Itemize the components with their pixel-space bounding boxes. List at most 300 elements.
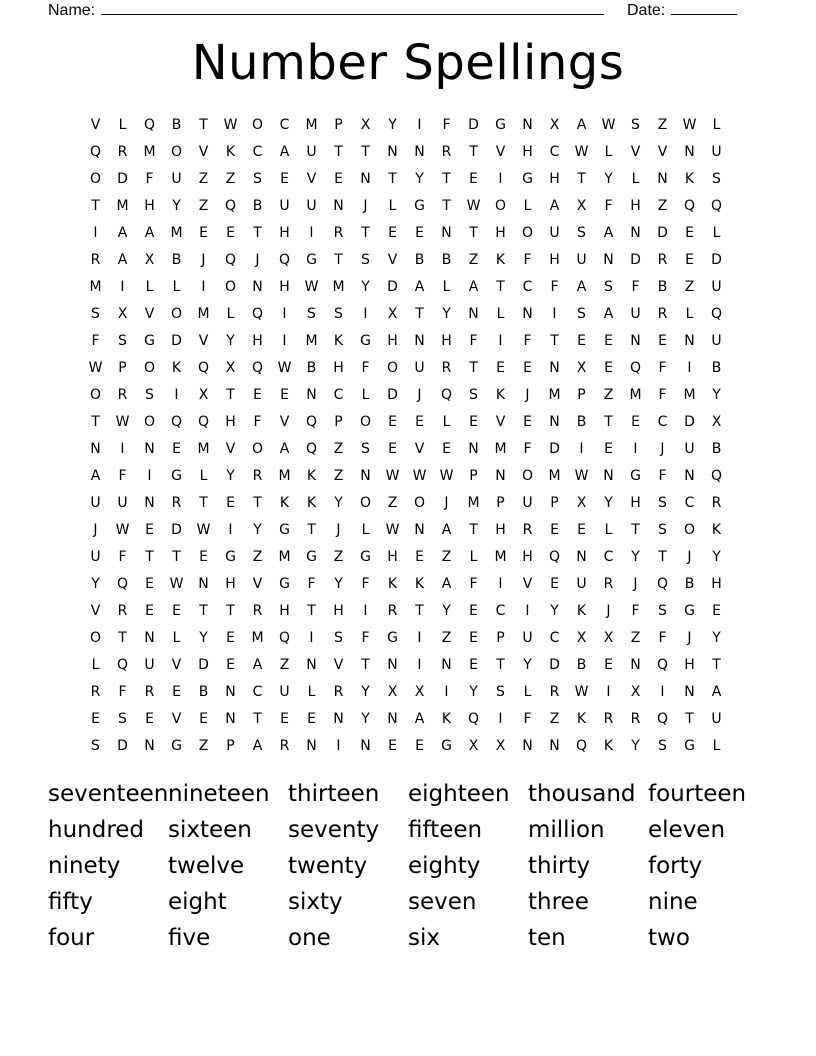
- grid-letter: N: [144, 629, 155, 646]
- grid-letter: B: [252, 197, 263, 214]
- grid-letter: Y: [361, 710, 370, 727]
- grid-letter: F: [361, 575, 370, 592]
- grid-letter: S: [361, 251, 370, 268]
- grid-letter: Z: [198, 197, 209, 214]
- grid-letter: N: [387, 143, 398, 160]
- grid-letter: E: [145, 575, 154, 592]
- grid-letter: U: [711, 278, 722, 295]
- grid-letter: F: [658, 359, 667, 376]
- grid-letter: U: [684, 440, 695, 457]
- grid-letter: I: [579, 440, 584, 457]
- grid-letter: G: [414, 197, 425, 214]
- date-blank-line[interactable]: [671, 0, 737, 15]
- grid-letter: Q: [197, 413, 210, 430]
- grid-letter: E: [604, 656, 613, 673]
- grid-letter: C: [684, 494, 695, 511]
- grid-letter: V: [171, 710, 182, 727]
- grid-letter: V: [387, 251, 398, 268]
- grid-letter: F: [523, 440, 532, 457]
- grid-letter: N: [468, 305, 479, 322]
- grid-letter: N: [630, 656, 641, 673]
- grid-letter: O: [386, 359, 399, 376]
- grid-letter: Y: [442, 305, 451, 322]
- grid-letter: M: [89, 278, 102, 295]
- grid-letter: T: [91, 197, 100, 214]
- grid-letter: G: [360, 332, 371, 349]
- grid-letter: F: [361, 629, 370, 646]
- grid-letter: M: [332, 278, 345, 295]
- grid-letter: G: [630, 467, 641, 484]
- grid-letter: Y: [550, 602, 559, 619]
- word-list-item: eighteen: [408, 781, 510, 807]
- grid-letter: R: [117, 386, 128, 403]
- grid-letter: L: [712, 116, 721, 133]
- grid-letter: E: [199, 224, 208, 241]
- grid-letter: Q: [116, 656, 129, 673]
- grid-letter: R: [441, 143, 452, 160]
- grid-letter: E: [604, 440, 613, 457]
- grid-letter: M: [629, 386, 642, 403]
- grid-letter: F: [469, 332, 478, 349]
- word-list-item: one: [288, 925, 331, 951]
- grid-letter: R: [657, 305, 668, 322]
- grid-letter: S: [361, 440, 370, 457]
- date-label: Date:: [627, 2, 666, 19]
- grid-letter: D: [711, 251, 722, 268]
- grid-letter: R: [117, 602, 128, 619]
- grid-letter: L: [523, 683, 532, 700]
- grid-letter: F: [145, 170, 154, 187]
- grid-letter: A: [414, 278, 425, 295]
- grid-letter: B: [711, 440, 722, 457]
- grid-letter: O: [521, 224, 534, 241]
- grid-letter: M: [683, 386, 696, 403]
- grid-letter: I: [498, 575, 503, 592]
- grid-letter: K: [576, 602, 587, 619]
- grid-letter: N: [333, 710, 344, 727]
- grid-letter: B: [576, 656, 587, 673]
- grid-letter: R: [117, 143, 128, 160]
- grid-letter: Q: [251, 359, 264, 376]
- grid-letter: R: [252, 602, 263, 619]
- grid-letter: L: [604, 521, 613, 538]
- grid-letter: W: [304, 278, 319, 295]
- grid-letter: U: [711, 710, 722, 727]
- grid-letter: I: [147, 467, 152, 484]
- grid-letter: X: [576, 494, 587, 511]
- grid-letter: I: [606, 683, 611, 700]
- grid-letter: L: [469, 548, 478, 565]
- grid-letter: F: [523, 251, 532, 268]
- grid-letter: O: [359, 494, 372, 511]
- grid-letter: W: [385, 521, 400, 538]
- grid-letter: R: [333, 224, 344, 241]
- grid-letter: S: [469, 386, 478, 403]
- grid-letter: T: [361, 224, 370, 241]
- grid-letter: A: [279, 143, 290, 160]
- grid-letter: X: [414, 683, 425, 700]
- grid-letter: C: [657, 413, 668, 430]
- grid-letter: D: [387, 278, 398, 295]
- grid-letter: S: [658, 521, 667, 538]
- grid-letter: W: [88, 359, 103, 376]
- word-list-item: ninety: [48, 853, 121, 879]
- grid-letter: T: [658, 548, 667, 565]
- grid-letter: T: [469, 359, 478, 376]
- grid-letter: L: [442, 413, 451, 430]
- grid-letter: E: [415, 548, 424, 565]
- grid-letter: N: [549, 737, 560, 754]
- grid-letter: N: [414, 143, 425, 160]
- grid-letter: X: [576, 197, 587, 214]
- grid-letter: F: [469, 575, 478, 592]
- grid-letter: Q: [548, 548, 561, 565]
- grid-letter: R: [279, 737, 290, 754]
- grid-letter: N: [441, 656, 452, 673]
- grid-letter: S: [118, 710, 127, 727]
- grid-letter: X: [495, 737, 506, 754]
- grid-letter: O: [521, 467, 534, 484]
- grid-letter: Y: [712, 386, 721, 403]
- grid-letter: E: [253, 386, 262, 403]
- grid-letter: E: [604, 359, 613, 376]
- date-field[interactable]: [627, 0, 737, 20]
- grid-letter: I: [93, 224, 98, 241]
- grid-letter: L: [604, 143, 613, 160]
- grid-letter: A: [414, 710, 425, 727]
- grid-letter: E: [550, 575, 559, 592]
- grid-letter: Y: [631, 737, 640, 754]
- grid-letter: N: [144, 494, 155, 511]
- grid-letter: W: [574, 467, 589, 484]
- grid-letter: I: [309, 629, 314, 646]
- grid-letter: J: [687, 629, 692, 646]
- grid-letter: D: [387, 386, 398, 403]
- grid-letter: E: [226, 629, 235, 646]
- grid-letter: E: [388, 440, 397, 457]
- grid-letter: I: [363, 602, 368, 619]
- grid-letter: T: [496, 278, 505, 295]
- grid-letter: E: [91, 710, 100, 727]
- grid-letter: A: [576, 278, 587, 295]
- grid-letter: W: [574, 683, 589, 700]
- grid-letter: G: [522, 170, 533, 187]
- grid-letter: Q: [683, 197, 696, 214]
- grid-letter: E: [631, 413, 640, 430]
- grid-letter: R: [90, 251, 101, 268]
- grid-letter: G: [306, 251, 317, 268]
- grid-letter: Y: [334, 494, 343, 511]
- grid-letter: P: [118, 359, 127, 376]
- grid-letter: T: [604, 413, 613, 430]
- grid-letter: S: [334, 305, 343, 322]
- grid-letter: T: [712, 656, 721, 673]
- grid-letter: O: [224, 278, 237, 295]
- grid-letter: B: [684, 575, 695, 592]
- grid-letter: D: [684, 413, 695, 430]
- word-list-item: sixty: [288, 889, 343, 915]
- grid-letter: T: [685, 710, 694, 727]
- grid-letter: N: [657, 170, 668, 187]
- letter-grid: [82, 111, 730, 759]
- grid-letter: T: [226, 602, 235, 619]
- grid-letter: U: [144, 656, 155, 673]
- grid-letter: X: [549, 116, 560, 133]
- word-list-item: fifteen: [408, 817, 483, 843]
- grid-letter: D: [468, 116, 479, 133]
- grid-letter: N: [684, 467, 695, 484]
- grid-letter: C: [252, 683, 263, 700]
- name-field[interactable]: [48, 0, 604, 20]
- grid-letter: L: [172, 278, 181, 295]
- word-list-item: seven: [408, 889, 477, 915]
- grid-letter: N: [360, 170, 371, 187]
- grid-letter: Y: [172, 197, 181, 214]
- grid-letter: H: [549, 170, 560, 187]
- grid-letter: M: [278, 548, 291, 565]
- grid-letter: W: [115, 521, 130, 538]
- grid-letter: Z: [630, 629, 641, 646]
- word-list-item: twenty: [288, 853, 368, 879]
- grid-letter: U: [576, 575, 587, 592]
- grid-letter: N: [387, 656, 398, 673]
- grid-letter: H: [549, 251, 560, 268]
- grid-letter: Q: [251, 305, 264, 322]
- grid-letter: V: [495, 143, 506, 160]
- grid-letter: W: [115, 413, 130, 430]
- grid-letter: O: [89, 170, 102, 187]
- grid-letter: M: [494, 548, 507, 565]
- grid-letter: B: [414, 251, 425, 268]
- grid-letter: O: [683, 521, 696, 538]
- grid-letter: M: [548, 386, 561, 403]
- grid-letter: T: [577, 170, 586, 187]
- grid-letter: U: [90, 494, 101, 511]
- grid-letter: J: [660, 440, 665, 457]
- grid-letter: V: [90, 602, 101, 619]
- grid-letter: E: [334, 170, 343, 187]
- grid-letter: N: [684, 143, 695, 160]
- grid-letter: W: [682, 116, 697, 133]
- grid-letter: H: [495, 224, 506, 241]
- grid-letter: U: [576, 251, 587, 268]
- grid-letter: O: [89, 629, 102, 646]
- grid-letter: V: [495, 413, 506, 430]
- grid-letter: G: [171, 737, 182, 754]
- grid-letter: D: [117, 737, 128, 754]
- grid-letter: M: [251, 629, 264, 646]
- grid-letter: O: [170, 143, 183, 160]
- grid-letter: R: [549, 683, 560, 700]
- grid-letter: S: [118, 332, 127, 349]
- grid-letter: I: [282, 305, 287, 322]
- grid-letter: Q: [224, 197, 237, 214]
- grid-letter: Z: [333, 467, 344, 484]
- grid-letter: H: [522, 143, 533, 160]
- grid-letter: Y: [604, 170, 613, 187]
- grid-letter: F: [523, 332, 532, 349]
- grid-letter: I: [201, 278, 206, 295]
- grid-letter: L: [118, 116, 127, 133]
- grid-letter: J: [93, 521, 98, 538]
- word-list: [48, 776, 768, 956]
- grid-letter: G: [684, 737, 695, 754]
- grid-letter: C: [252, 143, 263, 160]
- grid-letter: A: [603, 305, 614, 322]
- grid-letter: E: [469, 602, 478, 619]
- grid-letter: E: [712, 602, 721, 619]
- grid-letter: O: [251, 440, 264, 457]
- grid-letter: L: [91, 656, 100, 673]
- grid-letter: R: [171, 494, 182, 511]
- grid-letter: V: [279, 413, 290, 430]
- grid-letter: H: [711, 575, 722, 592]
- grid-letter: K: [279, 494, 290, 511]
- grid-letter: E: [388, 413, 397, 430]
- grid-letter: T: [199, 116, 208, 133]
- grid-letter: U: [306, 143, 317, 160]
- grid-letter: Q: [656, 656, 669, 673]
- grid-letter: G: [225, 548, 236, 565]
- grid-letter: H: [387, 548, 398, 565]
- grid-letter: X: [576, 629, 587, 646]
- grid-letter: C: [549, 143, 560, 160]
- grid-letter: A: [441, 521, 452, 538]
- grid-letter: S: [91, 737, 100, 754]
- grid-letter: N: [306, 386, 317, 403]
- grid-letter: T: [199, 602, 208, 619]
- grid-letter: X: [225, 359, 236, 376]
- grid-letter: C: [549, 629, 560, 646]
- grid-letter: T: [388, 170, 397, 187]
- grid-letter: Q: [170, 413, 183, 430]
- grid-letter: C: [495, 602, 506, 619]
- grid-letter: Y: [712, 629, 721, 646]
- grid-letter: V: [225, 440, 236, 457]
- grid-letter: H: [387, 332, 398, 349]
- grid-letter: N: [414, 332, 425, 349]
- grid-letter: S: [496, 683, 505, 700]
- word-list-item: two: [648, 925, 690, 951]
- word-list-item: seventeen: [48, 781, 169, 807]
- grid-letter: S: [658, 737, 667, 754]
- grid-letter: L: [307, 683, 316, 700]
- grid-letter: N: [414, 521, 425, 538]
- grid-letter: G: [495, 116, 506, 133]
- grid-letter: I: [363, 305, 368, 322]
- grid-letter: V: [171, 656, 182, 673]
- grid-letter: R: [387, 602, 398, 619]
- grid-letter: T: [172, 548, 181, 565]
- grid-letter: E: [388, 224, 397, 241]
- grid-letter: A: [117, 251, 128, 268]
- grid-letter: B: [306, 359, 317, 376]
- word-list-item: forty: [648, 853, 703, 879]
- grid-letter: I: [282, 332, 287, 349]
- grid-letter: O: [359, 413, 372, 430]
- grid-letter: Q: [305, 413, 318, 430]
- grid-letter: Y: [388, 116, 397, 133]
- grid-letter: I: [417, 656, 422, 673]
- grid-letter: N: [630, 224, 641, 241]
- grid-letter: J: [687, 548, 692, 565]
- grid-letter: K: [576, 710, 587, 727]
- grid-letter: T: [334, 143, 343, 160]
- grid-letter: O: [251, 116, 264, 133]
- grid-letter: X: [468, 737, 479, 754]
- grid-letter: T: [91, 413, 100, 430]
- grid-letter: Q: [710, 467, 723, 484]
- grid-letter: I: [444, 683, 449, 700]
- word-list-item: thousand: [528, 781, 636, 807]
- grid-letter: E: [226, 494, 235, 511]
- grid-letter: L: [361, 386, 370, 403]
- grid-letter: U: [306, 197, 317, 214]
- name-blank-line[interactable]: [101, 0, 604, 15]
- grid-letter: N: [225, 683, 236, 700]
- grid-letter: E: [388, 737, 397, 754]
- grid-letter: Y: [469, 683, 478, 700]
- grid-letter: E: [469, 656, 478, 673]
- grid-letter: H: [630, 494, 641, 511]
- grid-letter: U: [279, 197, 290, 214]
- grid-letter: T: [226, 386, 235, 403]
- grid-letter: N: [549, 413, 560, 430]
- grid-letter: L: [631, 170, 640, 187]
- grid-letter: T: [496, 656, 505, 673]
- grid-letter: E: [604, 332, 613, 349]
- grid-letter: R: [603, 575, 614, 592]
- grid-letter: S: [145, 386, 154, 403]
- grid-letter: N: [549, 359, 560, 376]
- grid-letter: K: [495, 251, 506, 268]
- grid-letter: P: [550, 494, 559, 511]
- grid-letter: Y: [226, 467, 235, 484]
- grid-letter: J: [417, 386, 422, 403]
- grid-letter: U: [522, 494, 533, 511]
- word-list-item: eighty: [408, 853, 481, 879]
- grid-letter: H: [495, 521, 506, 538]
- grid-letter: O: [494, 197, 507, 214]
- grid-letter: C: [522, 278, 533, 295]
- word-list-item: fifty: [48, 889, 93, 915]
- grid-letter: W: [439, 467, 454, 484]
- word-list-item: hundred: [48, 817, 145, 843]
- grid-letter: Q: [575, 737, 588, 754]
- grid-letter: Y: [199, 629, 208, 646]
- grid-letter: E: [307, 710, 316, 727]
- grid-letter: W: [601, 116, 616, 133]
- grid-letter: B: [171, 116, 182, 133]
- grid-letter: A: [549, 197, 560, 214]
- grid-letter: S: [91, 305, 100, 322]
- grid-letter: E: [226, 656, 235, 673]
- grid-letter: Q: [710, 197, 723, 214]
- grid-letter: F: [523, 710, 532, 727]
- grid-letter: T: [442, 170, 451, 187]
- grid-letter: A: [90, 467, 101, 484]
- grid-letter: V: [522, 575, 533, 592]
- grid-letter: R: [90, 683, 101, 700]
- grid-letter: C: [603, 548, 614, 565]
- grid-letter: N: [144, 737, 155, 754]
- grid-letter: P: [577, 386, 586, 403]
- grid-letter: T: [469, 224, 478, 241]
- grid-letter: S: [712, 170, 721, 187]
- grid-letter: S: [334, 629, 343, 646]
- grid-letter: K: [684, 170, 695, 187]
- grid-letter: F: [307, 575, 316, 592]
